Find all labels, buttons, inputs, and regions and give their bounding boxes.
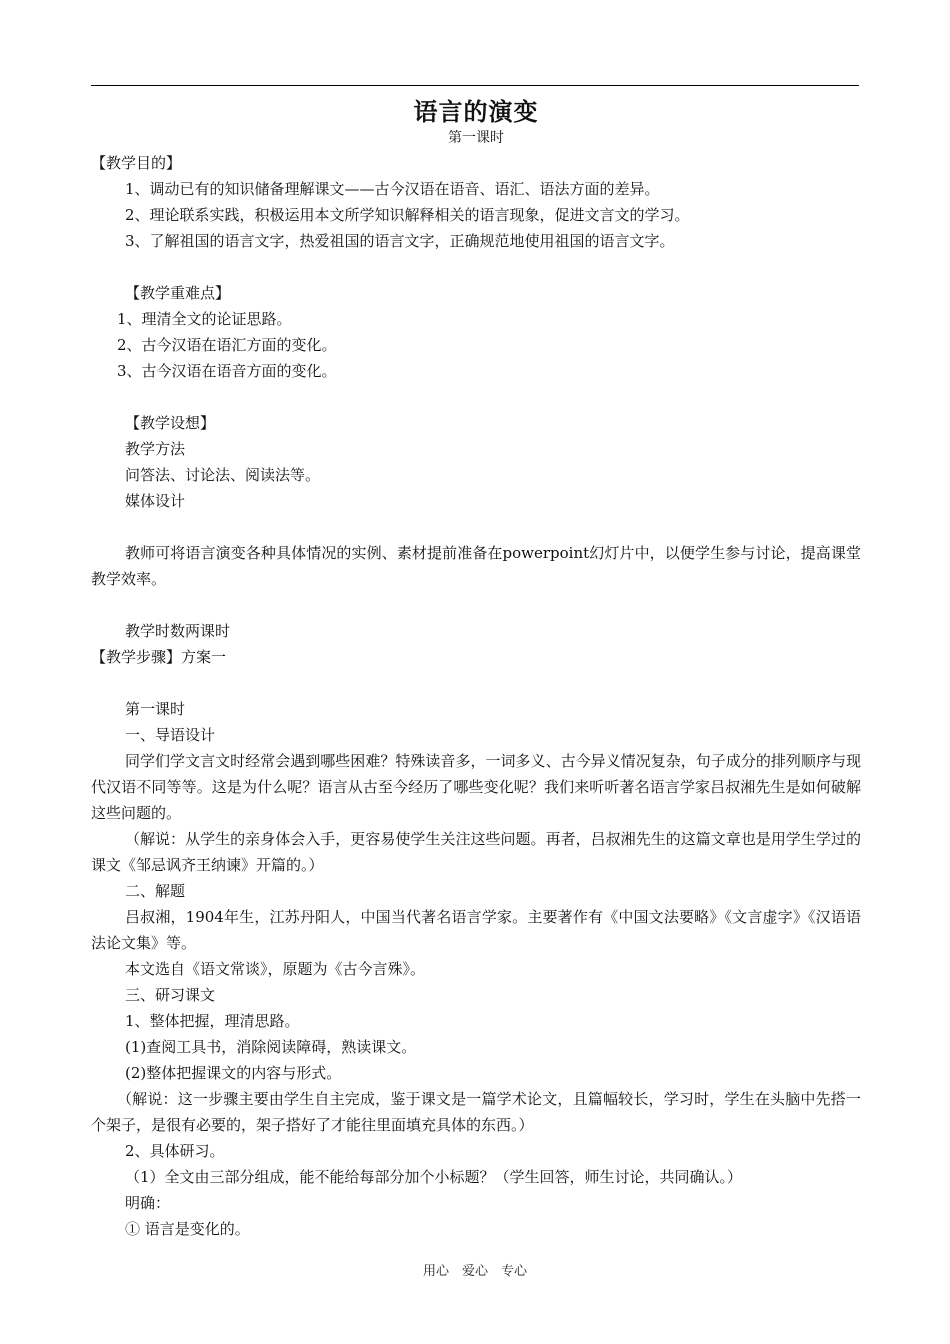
step-heading: 二、解题 — [125, 882, 186, 900]
step-heading: 一、导语设计 — [125, 726, 216, 744]
media-label: 媒体设计 — [125, 492, 186, 510]
section-heading-objectives: 【教学目的】 — [91, 154, 182, 172]
page-footer: 用心 爱心 专心 — [422, 1264, 527, 1279]
objective-item: 1、调动已有的知识储备理解课文——古今汉语在语音、语汇、语法方面的差异。 — [125, 180, 660, 198]
media-paragraph: 教师可将语言演变各种具体情况的实例、素材提前准备在powerpoint幻灯片中，以便学生参与讨论，提高课堂教学效率。 — [91, 544, 861, 588]
step-heading: 三、研习课文 — [125, 986, 216, 1004]
step-paragraph: 同学们学文言文时经常会遇到哪些困难？特殊读音多，一词多义、古今异义情况复杂，句子成分的排列顺序与现代汉语不同等等。这是为什么呢？语言从古至今经历了哪些变化呢？我们来听听著名语言学家吕叔湘先生是如何破解这些问题的。 — [91, 752, 861, 822]
section-heading-steps: 【教学步骤】方案一 — [91, 648, 227, 666]
clarify-label: 明确： — [125, 1194, 171, 1212]
keypoint-item: 3、古今汉语在语音方面的变化。 — [117, 362, 337, 380]
section-heading-design: 【教学设想】 — [125, 414, 216, 432]
question-item: （1）全文由三部分组成，能不能给每部分加个小标题？（学生回答，师生讨论，共同确认。） — [125, 1168, 743, 1186]
method-label: 教学方法 — [125, 440, 186, 458]
method-text: 问答法、讨论法、阅读法等。 — [125, 466, 321, 484]
section-heading-keypoints: 【教学重难点】 — [125, 284, 231, 302]
substep-item: (1)查阅工具书，消除阅读障碍，熟读课文。 — [125, 1038, 417, 1056]
keypoint-item: 2、古今汉语在语汇方面的变化。 — [117, 336, 337, 354]
substep-item: 1、整体把握，理清思路。 — [125, 1012, 300, 1030]
header-rule — [91, 85, 859, 86]
step-paragraph: 本文选自《语文常谈》，原题为《古今言殊》。 — [125, 960, 426, 978]
teaching-hours: 教学时数两课时 — [125, 622, 231, 640]
document-body — [91, 96, 861, 1242]
note-paragraph: （解说：这一步骤主要由学生自主完成，鉴于课文是一篇学术论文，且篇幅较长，学习时，学生在头脑中先搭一个架子，是很有必要的，架子搭好了才能往里面填充具体的东西。） — [91, 1090, 861, 1134]
keypoint-item: 1、理清全文的论证思路。 — [117, 310, 292, 328]
step-paragraph: 吕叔湘，1904年生，江苏丹阳人，中国当代著名语言学家。主要著作有《中国文法要略》《文言虚字》《汉语语法论文集》等。 — [91, 908, 861, 952]
page-subtitle: 第一课时 — [448, 130, 504, 146]
note-paragraph: （解说：从学生的亲身体会入手，更容易使学生关注这些问题。再者，吕叔湘先生的这篇文章也是用学生学过的课文《邹忌讽齐王纳谏》开篇的。） — [91, 830, 861, 874]
point-item: ① 语言是变化的。 — [125, 1220, 250, 1238]
lesson-heading: 第一课时 — [125, 700, 186, 718]
substep-item: (2)整体把握课文的内容与形式。 — [125, 1064, 342, 1082]
objective-item: 2、理论联系实践，积极运用本文所学知识解释相关的语言现象，促进文言文的学习。 — [125, 206, 690, 224]
objective-item: 3、了解祖国的语言文字，热爱祖国的语言文字，正确规范地使用祖国的语言文字。 — [125, 232, 675, 250]
page-title: 语言的演变 — [413, 97, 539, 126]
substep-item: 2、具体研习。 — [125, 1142, 225, 1160]
